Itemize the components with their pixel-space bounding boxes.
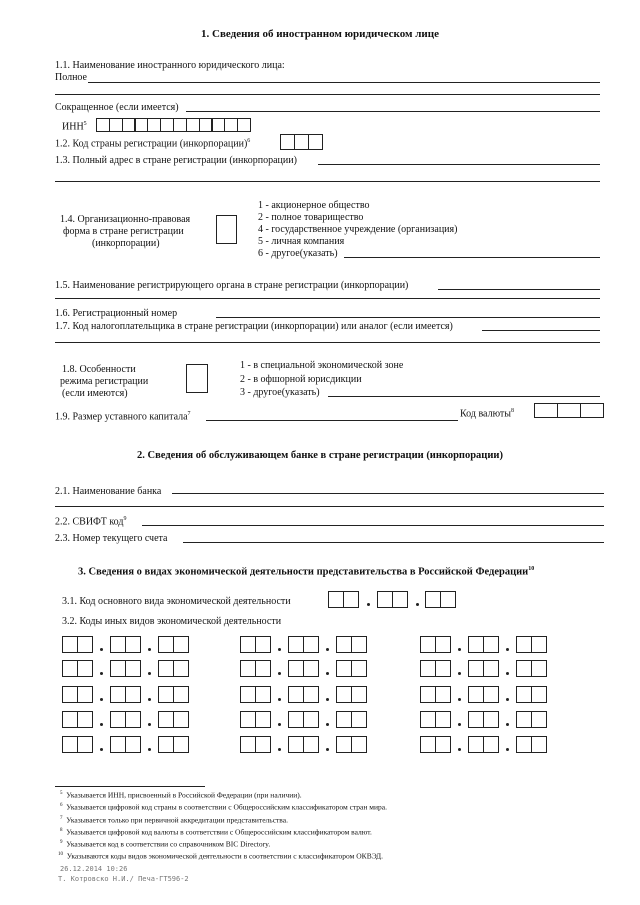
footnote: $^{10}$ Указываются коды видов экономической деятельности в соответствии с классификатором ОКВЭД. <box>58 851 384 861</box>
activity-code-group[interactable] <box>420 660 450 677</box>
activity-code-group[interactable] <box>110 636 140 653</box>
capital-label: 1.9. Размер уставного капитала$^7$ <box>55 411 191 423</box>
main-activity-code-3[interactable] <box>425 591 455 608</box>
tax-id-label: 1.7. Код налогоплательщика в стране регистрации (инкорпорации) или аналог (если имеется) <box>55 321 453 332</box>
code-separator <box>148 748 151 751</box>
regime-option: 2 - в офшорной юрисдикции <box>240 374 362 385</box>
bank-name-field[interactable] <box>172 493 604 494</box>
regime-label-2: режима регистрации <box>60 376 149 387</box>
activity-code-group[interactable] <box>336 636 366 653</box>
code-separator <box>326 723 329 726</box>
code-separator <box>100 748 103 751</box>
code-separator <box>148 648 151 651</box>
code-separator <box>148 698 151 701</box>
code-separator <box>100 723 103 726</box>
bank-name-label: 2.1. Наименование банка <box>55 486 162 497</box>
code-separator <box>148 672 151 675</box>
code-separator <box>278 748 281 751</box>
short-name-label: Сокращенное (если имеется) <box>55 102 179 113</box>
full-name-line-2[interactable] <box>55 94 600 95</box>
address-label: 1.3. Полный адрес в стране регистрации (инкорпорации) <box>55 155 297 166</box>
activity-code-group[interactable] <box>62 736 92 753</box>
activity-code-group[interactable] <box>288 636 318 653</box>
activity-code-group[interactable] <box>288 660 318 677</box>
activity-code-group[interactable] <box>516 736 546 753</box>
code-separator <box>278 723 281 726</box>
code-separator <box>506 698 509 701</box>
code-separator <box>148 723 151 726</box>
regime-code-box[interactable] <box>186 364 208 393</box>
full-name-label: Полное <box>55 72 87 83</box>
capital-field[interactable] <box>206 420 458 421</box>
main-activity-label: 3.1. Код основного вида экономической деятельности <box>62 596 291 607</box>
main-activity-code-1[interactable] <box>328 591 358 608</box>
code-separator <box>416 603 419 606</box>
activity-code-group[interactable] <box>336 711 366 728</box>
code-separator <box>458 723 461 726</box>
registering-authority-field[interactable] <box>438 289 600 290</box>
activity-code-group[interactable] <box>62 686 92 703</box>
regime-option: 1 - в специальной экономической зоне <box>240 360 404 371</box>
activity-code-group[interactable] <box>158 736 188 753</box>
activity-code-group[interactable] <box>110 711 140 728</box>
tax-id-field[interactable] <box>482 330 600 331</box>
legal-form-label-1: 1.4. Организационно-правовая <box>60 214 191 225</box>
code-separator <box>100 698 103 701</box>
regime-other-field[interactable] <box>328 396 600 397</box>
code-separator <box>100 648 103 651</box>
country-code-label: 1.2. Код страны регистрации (инкорпорации)$^6$ <box>55 138 251 150</box>
code-separator <box>458 672 461 675</box>
code-separator <box>278 648 281 651</box>
activity-code-group[interactable] <box>110 686 140 703</box>
footnote: $^6$ Указывается цифровой код страны в соответствии с Общероссийским классификатором стран мира. <box>60 802 387 812</box>
code-separator <box>458 698 461 701</box>
footnote: $^7$ Указывается только при первичной аккредитации представительства. <box>60 815 288 825</box>
full-name-field[interactable] <box>88 82 600 83</box>
legal-form-code-box[interactable] <box>216 215 237 244</box>
legal-form-option: 6 - другое(указать) <box>258 248 338 259</box>
tax-id-line-2[interactable] <box>55 342 600 343</box>
activity-code-group[interactable] <box>240 636 270 653</box>
activity-code-group[interactable] <box>240 711 270 728</box>
activity-code-group[interactable] <box>110 736 140 753</box>
section-1-title: 1. Сведения об иностранном юридическом лице <box>201 28 439 40</box>
activity-code-group[interactable] <box>158 711 188 728</box>
address-field[interactable] <box>318 164 600 165</box>
activity-code-group[interactable] <box>420 636 450 653</box>
activity-code-group[interactable] <box>336 660 366 677</box>
activity-code-group[interactable] <box>420 736 450 753</box>
swift-field[interactable] <box>142 525 604 526</box>
inn-label: ИНН$^5$ <box>62 121 87 133</box>
code-separator <box>506 672 509 675</box>
registering-authority-line-2[interactable] <box>55 298 600 299</box>
section-3-title: 3. Сведения о видах экономической деятельности представительства в Российской Федерации$^{10}$ <box>78 566 535 578</box>
code-separator <box>506 648 509 651</box>
code-separator <box>278 698 281 701</box>
footnote-separator <box>55 786 205 787</box>
activity-code-group[interactable] <box>468 711 498 728</box>
regime-option: 3 - другое(указать) <box>240 387 320 398</box>
address-line-2[interactable] <box>55 181 600 182</box>
activity-code-group[interactable] <box>110 660 140 677</box>
section-2-title: 2. Сведения об обслуживающем банке в стране регистрации (инкорпорации) <box>137 450 503 461</box>
activity-code-group[interactable] <box>158 660 188 677</box>
currency-label: Код валюты$^8$ <box>460 408 515 420</box>
activity-code-group[interactable] <box>158 686 188 703</box>
activity-code-group[interactable] <box>62 660 92 677</box>
footnote: $^8$ Указывается цифровой код валюты в соответствии с Общероссийским классификатором валют. <box>60 827 372 837</box>
reg-number-label: 1.6. Регистрационный номер <box>55 308 178 319</box>
activity-code-group[interactable] <box>288 711 318 728</box>
inn-cells[interactable] <box>96 118 250 132</box>
activity-code-group[interactable] <box>468 686 498 703</box>
footnote: $^5$ Указывается ИНН, присвоенный в Российской Федерации (при наличии). <box>60 790 302 800</box>
legal-form-label-3: (инкорпорации) <box>92 238 160 249</box>
code-separator <box>506 723 509 726</box>
short-name-field[interactable] <box>186 111 600 112</box>
name-label: 1.1. Наименование иностранного юридического лица: <box>55 60 285 71</box>
main-activity-code-2[interactable] <box>377 591 407 608</box>
activity-code-group[interactable] <box>336 736 366 753</box>
activity-code-group[interactable] <box>240 736 270 753</box>
currency-cells[interactable] <box>534 403 602 418</box>
activity-code-group[interactable] <box>516 711 546 728</box>
code-separator <box>326 698 329 701</box>
code-separator <box>100 672 103 675</box>
code-separator <box>506 748 509 751</box>
activity-code-group[interactable] <box>240 660 270 677</box>
bank-name-line-2[interactable] <box>55 506 604 507</box>
other-activities-label: 3.2. Коды иных видов экономической деятельности <box>62 616 282 627</box>
activity-code-group[interactable] <box>240 686 270 703</box>
code-separator <box>326 648 329 651</box>
activity-code-group[interactable] <box>516 686 546 703</box>
activity-code-group[interactable] <box>468 736 498 753</box>
code-separator <box>367 603 370 606</box>
account-label: 2.3. Номер текущего счета <box>55 533 168 544</box>
swift-label: 2.2. СВИФТ код$^9$ <box>55 516 127 528</box>
activity-code-group[interactable] <box>516 660 546 677</box>
code-separator <box>458 748 461 751</box>
code-separator <box>326 748 329 751</box>
activity-code-group[interactable] <box>420 711 450 728</box>
code-separator <box>278 672 281 675</box>
activity-code-group[interactable] <box>468 636 498 653</box>
footnote: $^9$ Указывается код в соответствии со справочником BIC Directory. <box>60 839 271 849</box>
regime-label-1: 1.8. Особенности <box>62 364 136 375</box>
legal-form-other-field[interactable] <box>344 257 600 258</box>
activity-code-group[interactable] <box>516 636 546 653</box>
activity-code-group[interactable] <box>288 736 318 753</box>
legal-form-option: 5 - личная компания <box>258 236 345 247</box>
account-field[interactable] <box>183 542 604 543</box>
registering-authority-label: 1.5. Наименование регистрирующего органа в стране регистрации (инкорпорации) <box>55 280 409 291</box>
activity-code-group[interactable] <box>158 636 188 653</box>
legal-form-label-2: форма в стране регистрации <box>63 226 184 237</box>
activity-code-group[interactable] <box>62 636 92 653</box>
legal-form-option: 2 - полное товарищество <box>258 212 364 223</box>
legal-form-option: 1 - акционерное общество <box>258 200 370 211</box>
activity-code-group[interactable] <box>288 686 318 703</box>
regime-label-3: (если имеются) <box>62 388 128 399</box>
reg-number-field[interactable] <box>216 317 600 318</box>
print-stamp-operator: Т. Котровско Н.И./ Печа-ГТ596-2 <box>58 875 189 883</box>
activity-code-group[interactable] <box>468 660 498 677</box>
print-stamp-date: 26.12.2014 10:26 <box>60 865 128 873</box>
activity-code-group[interactable] <box>420 686 450 703</box>
country-code-cells[interactable] <box>280 134 321 150</box>
activity-code-group[interactable] <box>62 711 92 728</box>
code-separator <box>326 672 329 675</box>
legal-form-option: 4 - государственное учреждение (организация) <box>258 224 458 235</box>
code-separator <box>458 648 461 651</box>
activity-code-group[interactable] <box>336 686 366 703</box>
